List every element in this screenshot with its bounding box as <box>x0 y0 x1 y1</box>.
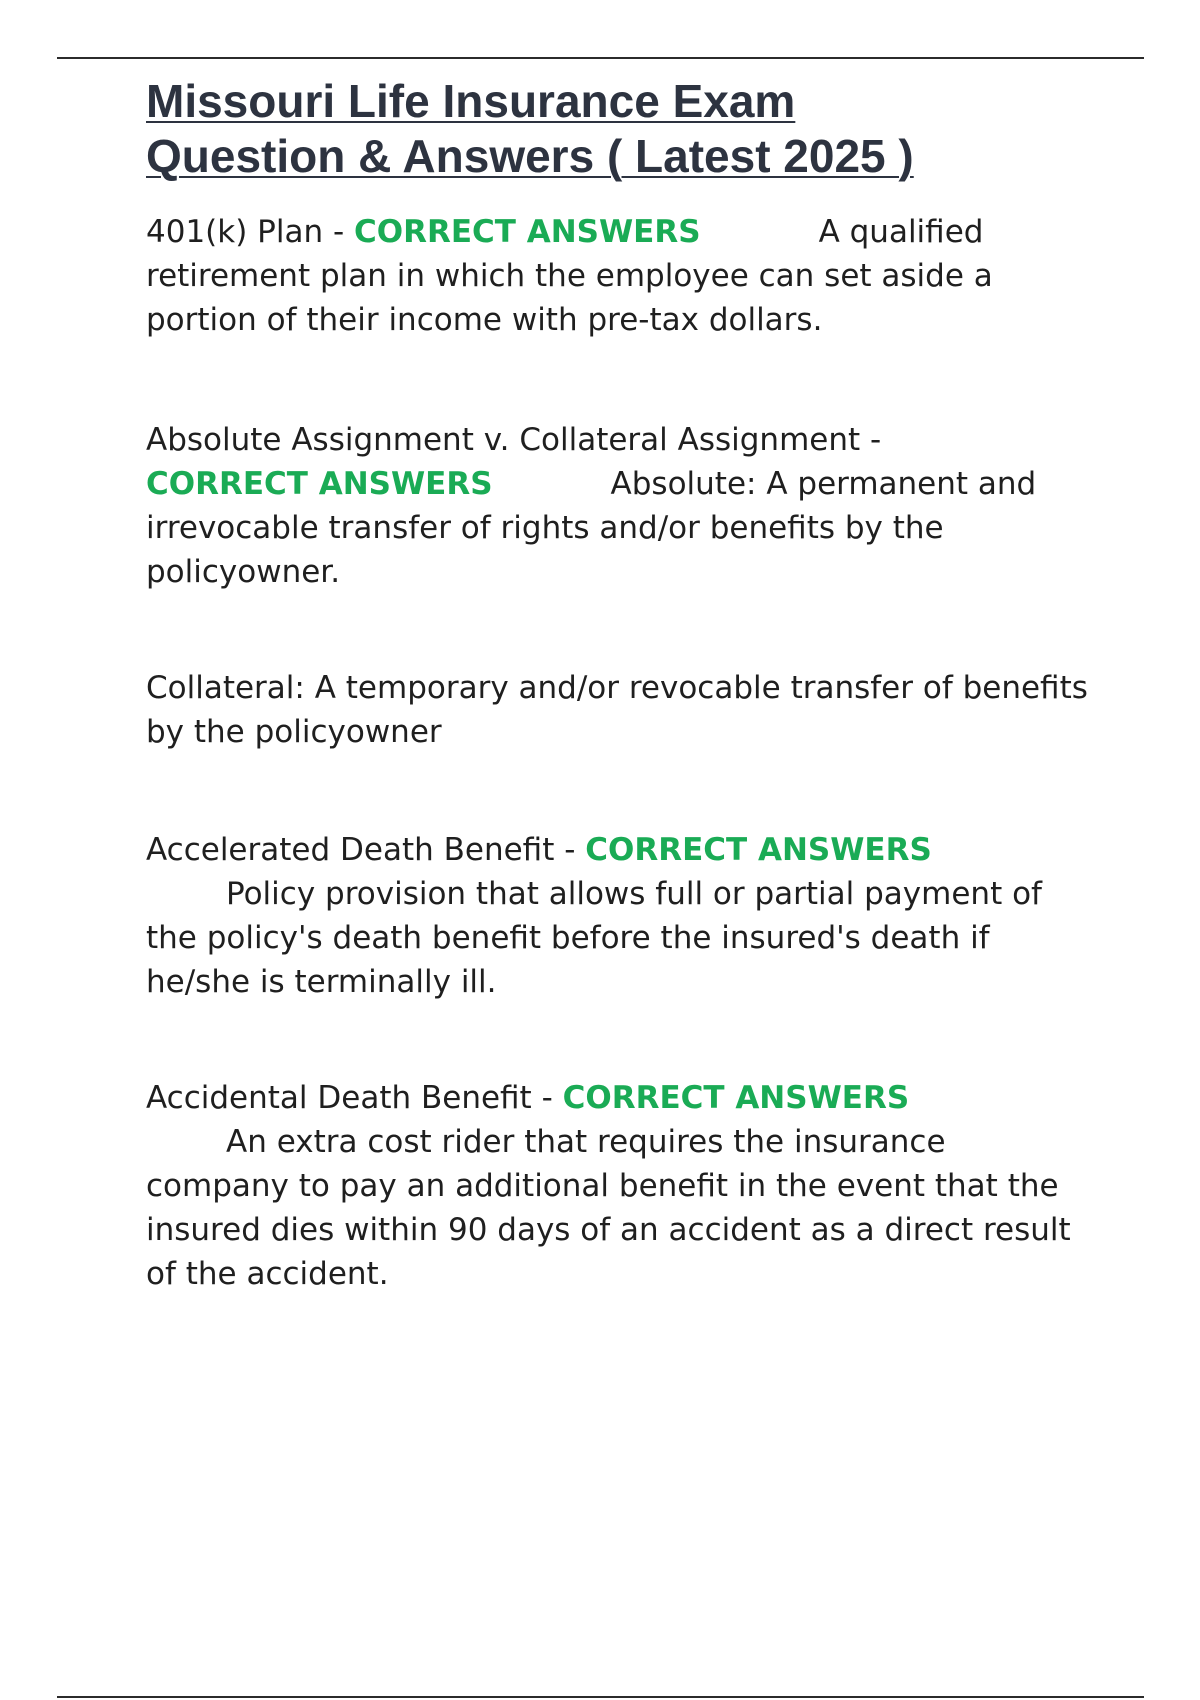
qa-entry-absolute-assignment <box>146 418 1096 594</box>
correct-answers-label: CORRECT ANSWERS <box>146 466 493 502</box>
qa-entry-accelerated-death-benefit <box>146 828 1096 1004</box>
entry-definition: An extra cost rider that requires the insurance company to pay an additional benefit in the event that the insured dies within 90 days of an accident as a direct result of the accident. <box>146 1124 1071 1292</box>
entry-term: Absolute Assignment v. Collateral Assignment - <box>146 422 882 458</box>
document-title <box>146 74 1096 184</box>
document-body <box>146 74 1096 1368</box>
entry-definition: irrevocable transfer of rights and/or benefits by the policyowner. <box>146 510 944 590</box>
collateral-paragraph <box>146 666 1096 754</box>
qa-entry-401k <box>146 210 1096 342</box>
correct-answers-label: CORRECT ANSWERS <box>585 832 932 868</box>
entry-definition-start: A qualified <box>818 214 984 250</box>
title-line-2: Question & Answers ( Latest 2025 ) <box>146 130 914 182</box>
title-line-1: Missouri Life Insurance Exam <box>146 75 796 127</box>
bottom-divider <box>57 1696 1144 1698</box>
correct-answers-label: CORRECT ANSWERS <box>354 214 701 250</box>
qa-entry-accidental-death-benefit <box>146 1076 1096 1296</box>
entry-definition-start: Absolute: A permanent and <box>610 466 1037 502</box>
correct-answers-label: CORRECT ANSWERS <box>562 1080 910 1116</box>
entry-term: 401(k) Plan - <box>146 214 355 250</box>
entry-definition: retirement plan in which the employee can set aside a portion of their income with pre-tax dollars. <box>146 258 993 338</box>
entry-definition: Policy provision that allows full or partial payment of the policy's death benefit before the insured's death if he/she is terminally ill. <box>146 876 1042 1000</box>
entry-term: Accidental Death Benefit - <box>146 1080 563 1116</box>
paragraph-text: Collateral: A temporary and/or revocable transfer of benefits by the policyowner <box>146 670 1088 750</box>
top-divider <box>57 57 1144 59</box>
entry-term: Accelerated Death Benefit - <box>146 832 586 868</box>
